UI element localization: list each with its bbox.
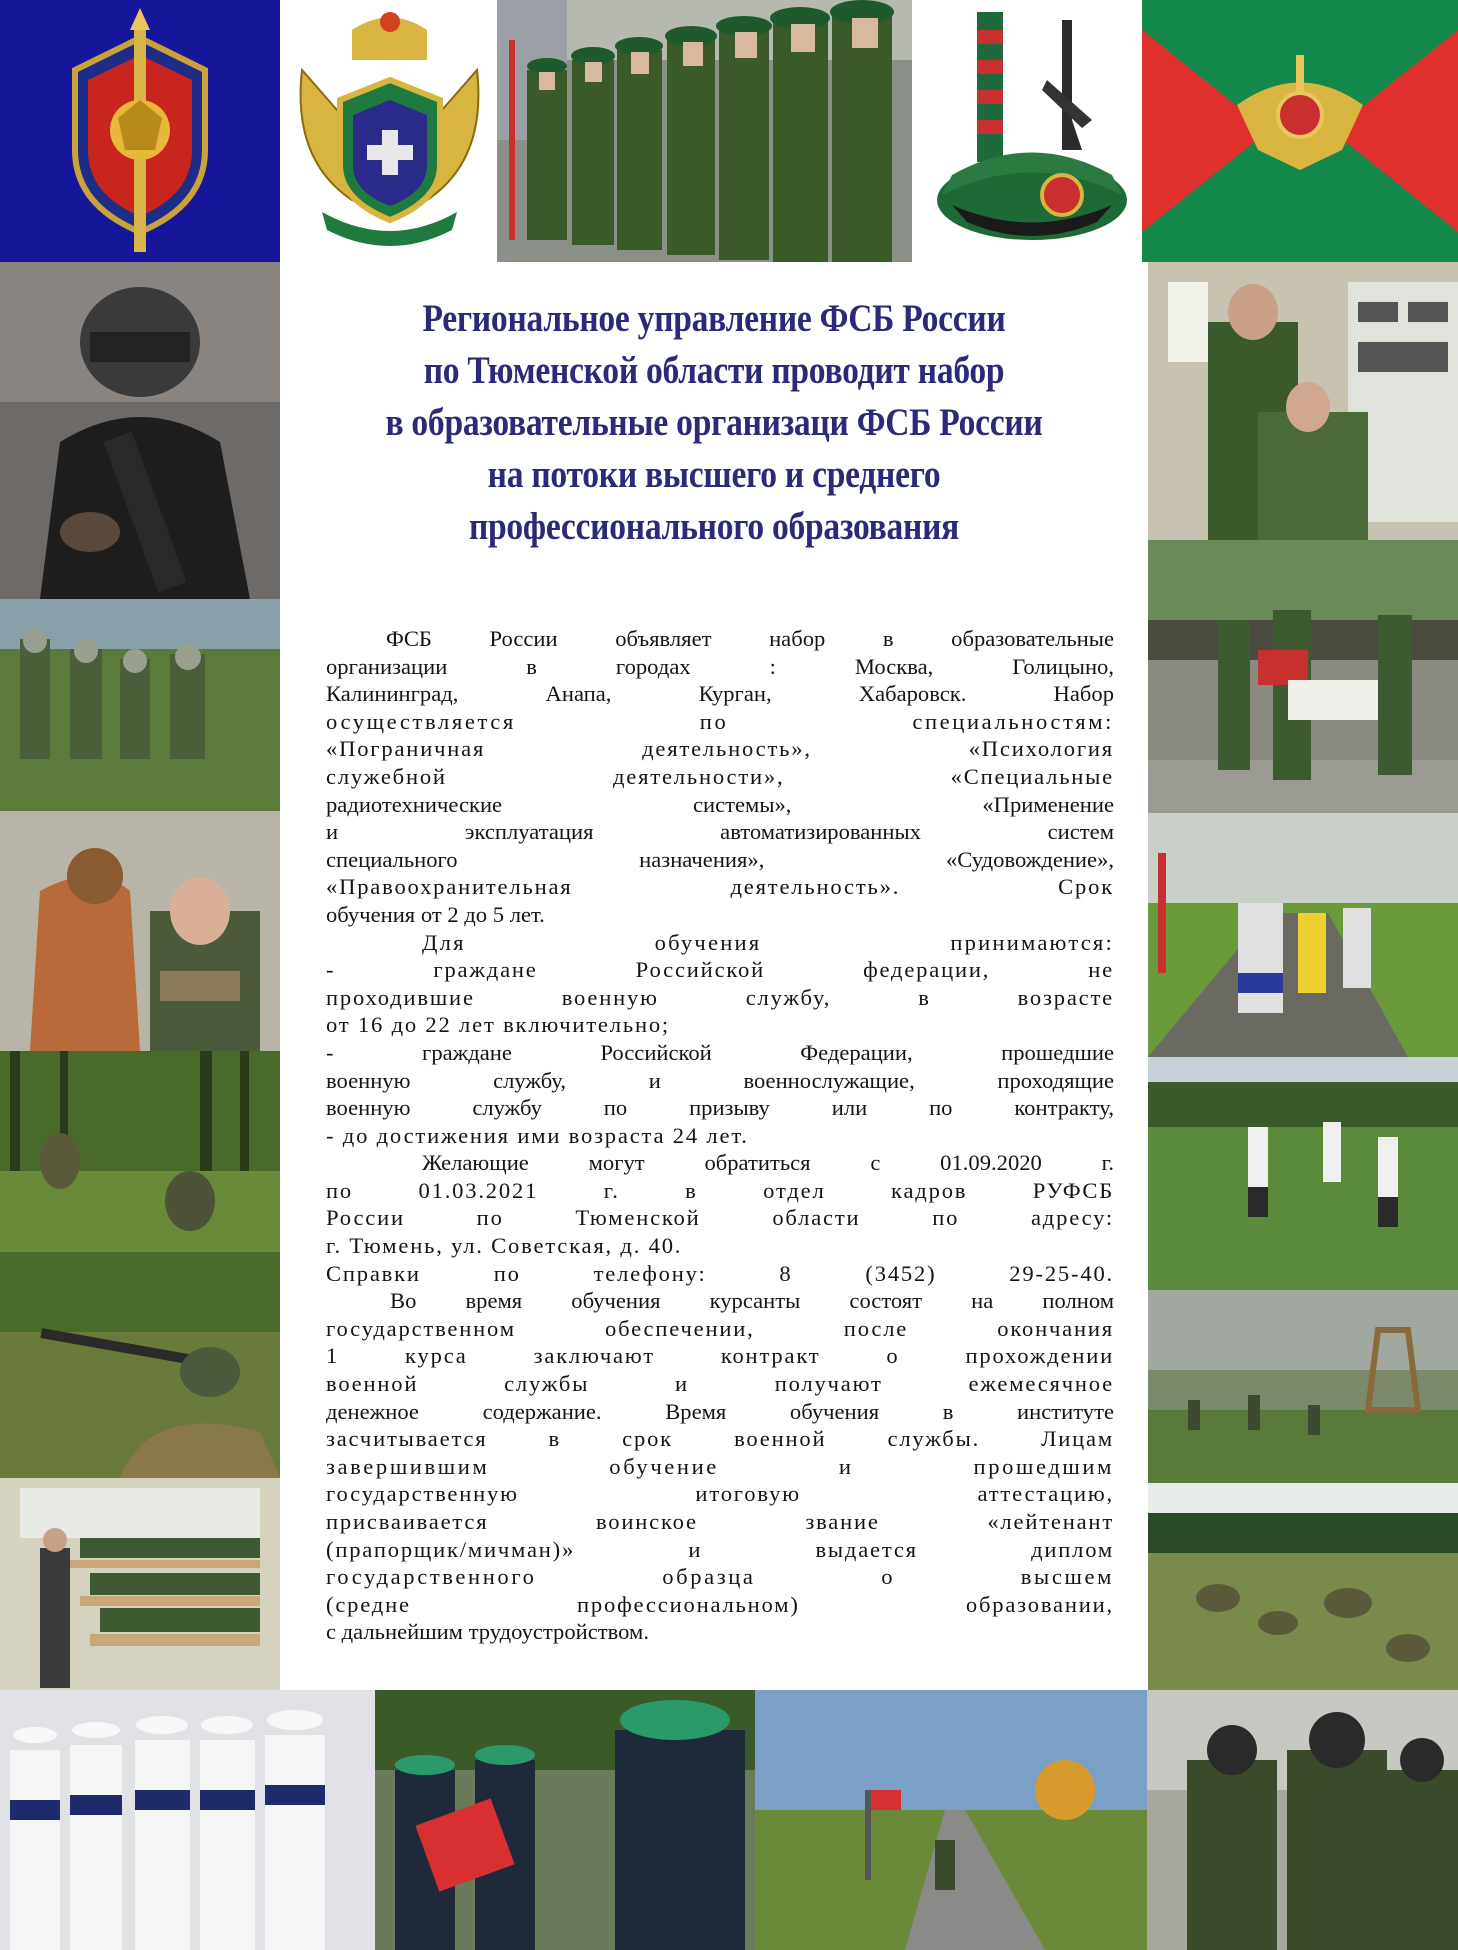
text-line: засчитывается в срок военной службы. Лицам (326, 1426, 1114, 1452)
photo-classroom (0, 1478, 280, 1690)
border-service-emblem (282, 0, 497, 262)
text-line: государственную итоговую аттестацию, (326, 1481, 1114, 1507)
text-line: военную службу по призыву или по контракту, (326, 1095, 1114, 1121)
text-line: государственном обеспечении, после окончания (326, 1315, 1114, 1341)
text-line: проходившие военную службу, в возрасте (326, 984, 1114, 1010)
text-line: - граждане Российской федерации, не (326, 957, 1114, 983)
text-line: обучения от 2 до 5 лет. (326, 901, 545, 927)
photo-running-race (1148, 813, 1458, 1057)
photo-radio-equipment (1148, 262, 1458, 540)
photo-soldiers-parade (497, 0, 912, 262)
phone-line: Справки по телефону: 8 (3452) 29-25-40. (326, 1260, 1114, 1286)
title-line: в образовательные организаци ФСБ России (385, 401, 1043, 444)
text-line: 1 курса заключают контракт о прохождении (326, 1343, 1114, 1369)
text-line: Во время обучения курсанты состоят на полном (390, 1288, 1114, 1314)
fsb-emblem-flag (0, 0, 280, 262)
text-line: (средне профессиональном) образовании, (326, 1591, 1114, 1617)
title-line: по Тюменской области проводит набор (423, 349, 1005, 392)
text-line: «Пограничная деятельность», «Психология (326, 736, 1114, 762)
text-line: денежное содержание. Время обучения в институте (326, 1398, 1114, 1424)
text-line: по 01.03.2021 г. в отдел кадров РУФСБ (326, 1177, 1114, 1203)
photo-road-run (755, 1690, 1147, 1950)
text-line: от 16 до 22 лет включительно; (326, 1012, 671, 1038)
photo-football-field (1148, 1057, 1458, 1290)
photo-diving-suit-class (0, 811, 280, 1051)
photo-border-guards-parade (375, 1690, 755, 1950)
title-line: Региональное управление ФСБ России (422, 297, 1006, 340)
text-line: организации в городах : Москва, Голицыно, (326, 653, 1114, 679)
text-line: России по Тюменской области по адресу: (326, 1205, 1114, 1231)
text-line: военную службу, и военнослужащие, проходящие (326, 1067, 1114, 1093)
text-line: ФСБ России объявляет набор в образовательные (386, 626, 1114, 651)
photo-assault-team (1147, 1690, 1458, 1950)
photo-obstacle-course (1148, 1290, 1458, 1483)
text-line: «Правоохранительная деятельность». Срок (326, 874, 1114, 900)
photo-spetsnaz-soldier (0, 262, 280, 599)
border-troops-flag (1142, 0, 1458, 262)
text-line: Для обучения принимаются: (422, 929, 1114, 955)
photo-gas-mask-field (0, 599, 280, 811)
text-line: с дальнейшим трудоустройством. (326, 1619, 649, 1645)
photo-oath-ceremony (1148, 540, 1458, 813)
text-line: специального назначения», «Судовождение», (326, 846, 1114, 872)
photo-sailors-parade (0, 1690, 375, 1950)
text-line: - до достижения ими возраста 24 лет. (326, 1122, 749, 1148)
text-line: военной службы и получают ежемесячное (326, 1371, 1114, 1397)
announcement-body (326, 625, 1114, 1646)
page-title (355, 293, 1074, 553)
title-line: на потоки высшего и среднего (487, 453, 941, 496)
text-line: присваивается воинское звание «лейтенант (326, 1509, 1114, 1534)
photo-field-camouflage (1148, 1483, 1458, 1690)
text-line: Калининград, Анапа, Курган, Хабаровск. Набор (326, 681, 1114, 707)
text-line: радиотехнические системы», «Применение (326, 791, 1114, 817)
text-line: (прапорщик/мичман)» и выдается диплом (326, 1536, 1114, 1562)
photo-forest-patrol (0, 1051, 280, 1252)
title-line: профессионального образования (468, 505, 960, 548)
border-post-cap-emblem (912, 0, 1142, 262)
text-line: и эксплуатация автоматизированных систем (326, 819, 1114, 845)
text-line: - граждане Российской Федерации, прошедшие (326, 1039, 1114, 1065)
text-line: завершившим обучение и прошедшим (326, 1453, 1114, 1479)
photo-machine-gun-trench (0, 1252, 280, 1478)
text-line: осуществляется по специальностям: (326, 708, 1114, 734)
text-line: служебной деятельности», «Специальные (326, 763, 1114, 789)
text-line: г. Тюмень, ул. Советская, д. 40. (326, 1233, 683, 1259)
text-line: государственного образца о высшем (326, 1564, 1114, 1590)
text-line: Желающие могут обратиться с 01.09.2020 г. (422, 1150, 1114, 1176)
